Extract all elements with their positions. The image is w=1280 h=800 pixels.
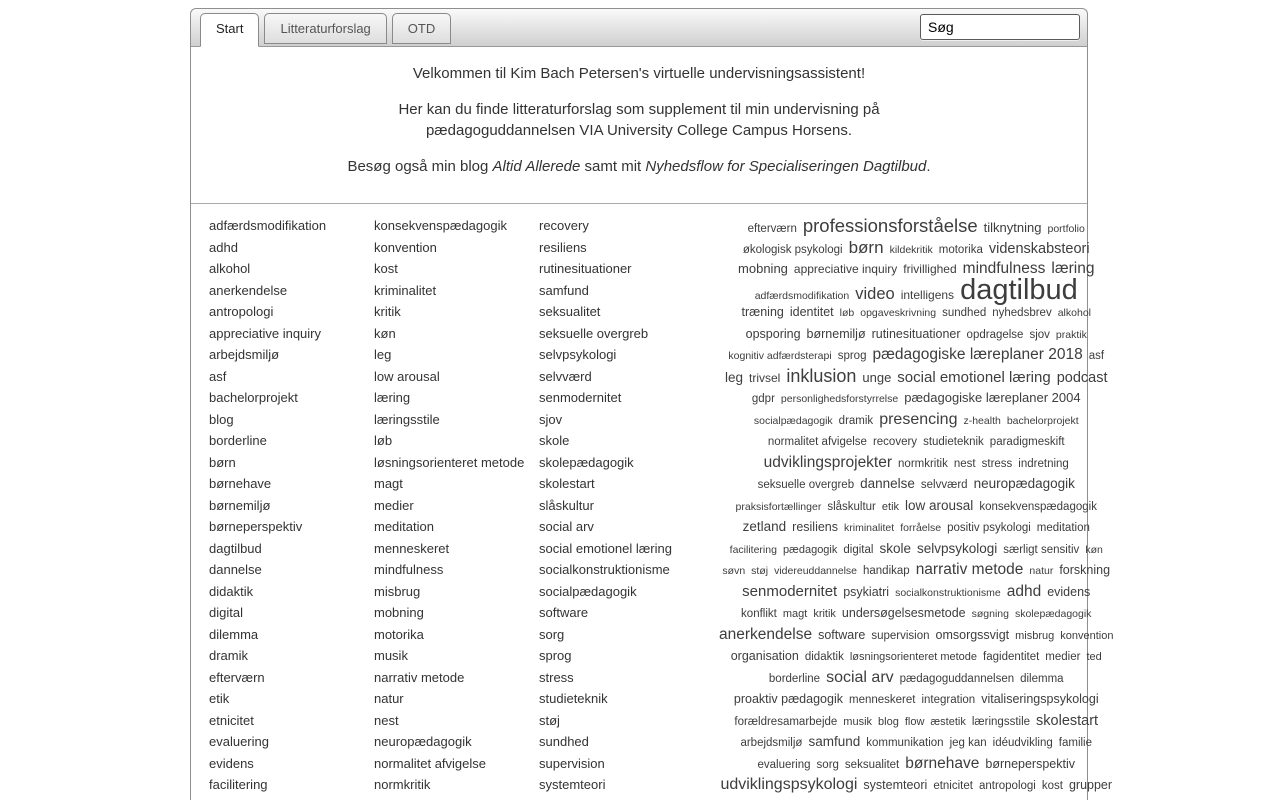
topic-link[interactable]: socialpædagogik bbox=[539, 583, 637, 599]
tag-blog[interactable]: blog bbox=[878, 715, 899, 728]
tag-æstetik[interactable]: æstetik bbox=[930, 715, 966, 728]
tag-unge[interactable]: unge bbox=[862, 369, 892, 385]
tag-pædagoguddannelsen[interactable]: pædagoguddannelsen bbox=[899, 672, 1015, 685]
topic-link[interactable]: supervision bbox=[539, 755, 605, 771]
tag-opgaveskrivning[interactable]: opgaveskrivning bbox=[860, 307, 937, 319]
topic-link[interactable]: mobning bbox=[374, 605, 424, 620]
tag-støj[interactable]: støj bbox=[751, 565, 769, 577]
tag-skolepædagogik[interactable]: skolepædagogik bbox=[1014, 608, 1092, 620]
tag-særligt-sensitiv[interactable]: særligt sensitiv bbox=[1003, 543, 1080, 556]
tag-cloud-row bbox=[716, 473, 1116, 495]
tag-sundhed[interactable]: sundhed bbox=[942, 307, 987, 319]
topic-link[interactable]: samfund bbox=[539, 282, 589, 298]
topic-link[interactable]: anerkendelse bbox=[209, 282, 288, 298]
tag-intelligens[interactable]: intelligens bbox=[900, 287, 955, 302]
topic-link[interactable]: seksualitet bbox=[539, 304, 601, 319]
tab[interactable]: Litteraturforslag bbox=[264, 13, 386, 44]
topic-link[interactable]: skolepædagogik bbox=[539, 454, 634, 470]
tag-frivillighed[interactable]: frivillighed bbox=[903, 262, 957, 276]
tag-anerkendelse[interactable]: anerkendelse bbox=[719, 625, 813, 643]
tag-dilemma[interactable]: dilemma bbox=[1020, 672, 1064, 685]
tag-handikap[interactable]: handikap bbox=[863, 565, 910, 577]
tag-dannelse[interactable]: dannelse bbox=[860, 476, 915, 491]
tag-cloud-row bbox=[716, 237, 1116, 259]
tag-adfærdsmodifikation[interactable]: adfærdsmodifikation bbox=[754, 289, 850, 302]
topic-link[interactable]: dannelse bbox=[209, 562, 262, 577]
topic-link[interactable]: low arousal bbox=[374, 368, 440, 384]
tag-video[interactable]: video bbox=[855, 284, 895, 303]
tag-skolestart[interactable]: skolestart bbox=[1036, 712, 1099, 729]
tag-leg[interactable]: leg bbox=[724, 369, 743, 385]
tag-asf[interactable]: asf bbox=[1088, 350, 1105, 362]
tab-bar bbox=[191, 9, 1087, 47]
topic-link[interactable]: kost bbox=[374, 261, 398, 276]
tag-konsekvenspædagogik[interactable]: konsekvenspædagogik bbox=[979, 500, 1097, 513]
topic-link[interactable]: evaluering bbox=[209, 734, 269, 749]
tag-personlighedsforstyrrelse[interactable]: personlighedsforstyrrelse bbox=[780, 393, 899, 405]
tag-identitet[interactable]: identitet bbox=[789, 305, 834, 319]
tag-cloud-row bbox=[716, 710, 1116, 732]
topic-link[interactable]: konsekvenspædagogik bbox=[374, 218, 507, 233]
blog-suffix-text: . bbox=[926, 158, 931, 175]
topic-link[interactable]: selvpsykologi bbox=[539, 347, 617, 362]
tag-dagtilbud[interactable]: dagtilbud bbox=[960, 273, 1078, 306]
topic-link[interactable]: sorg bbox=[539, 626, 565, 642]
welcome-section bbox=[191, 47, 1087, 177]
tag-selvværd[interactable]: selvværd bbox=[920, 479, 968, 491]
tag-løb[interactable]: løb bbox=[839, 307, 855, 319]
topic-link[interactable]: løsningsorienteret metode bbox=[374, 454, 525, 470]
topic-link[interactable]: socialkonstruktionisme bbox=[539, 562, 670, 577]
tag-socialkonstruktionisme[interactable]: socialkonstruktionisme bbox=[895, 586, 1001, 599]
tag-selvpsykologi[interactable]: selvpsykologi bbox=[916, 540, 998, 556]
topic-column-2 bbox=[374, 215, 539, 796]
topic-link[interactable]: stress bbox=[539, 669, 574, 685]
tag-mindfulness[interactable]: mindfulness bbox=[962, 260, 1046, 277]
tag-podcast[interactable]: podcast bbox=[1056, 369, 1108, 386]
tag-nest[interactable]: nest bbox=[953, 457, 976, 470]
tag-paradigmeskift[interactable]: paradigmeskift bbox=[989, 436, 1065, 448]
topic-link[interactable]: evidens bbox=[209, 755, 254, 771]
tag-cloud-row bbox=[716, 273, 1116, 306]
topic-link[interactable]: slåskultur bbox=[539, 497, 594, 513]
topic-link[interactable]: sjov bbox=[539, 411, 563, 427]
tag-kildekritik[interactable]: kildekritik bbox=[889, 243, 933, 256]
tag-cloud-row bbox=[716, 387, 1116, 409]
tag-flow[interactable]: flow bbox=[904, 715, 925, 728]
topic-link[interactable]: kritik bbox=[374, 304, 401, 319]
tag-normalitet-afvigelse[interactable]: normalitet afvigelse bbox=[767, 436, 867, 448]
tag-sprog[interactable]: sprog bbox=[837, 350, 867, 362]
tag-cloud-row bbox=[716, 688, 1116, 710]
tag-organisation[interactable]: organisation bbox=[730, 649, 799, 663]
topic-link[interactable]: selvværd bbox=[539, 368, 592, 384]
tag-cloud-row bbox=[716, 452, 1116, 474]
tag-narrativ-metode[interactable]: narrativ metode bbox=[915, 561, 1024, 578]
topic-link[interactable]: skole bbox=[539, 433, 570, 448]
tag-motorika[interactable]: motorika bbox=[938, 243, 983, 256]
tag-stress[interactable]: stress bbox=[981, 457, 1013, 470]
tag-cloud-row bbox=[716, 602, 1116, 624]
tag-cloud-row bbox=[716, 645, 1116, 667]
tab[interactable]: Start bbox=[200, 13, 259, 47]
tag-seksuelle-overgreb[interactable]: seksuelle overgreb bbox=[757, 479, 855, 491]
tag-social-emotionel-læring[interactable]: social emotionel læring bbox=[897, 368, 1051, 386]
tag-børnehave[interactable]: børnehave bbox=[905, 754, 980, 772]
search-container bbox=[920, 14, 1080, 40]
tag-zetland[interactable]: zetland bbox=[742, 519, 787, 534]
topic-link[interactable]: studieteknik bbox=[539, 691, 608, 706]
tag-socialpædagogik[interactable]: socialpædagogik bbox=[753, 414, 833, 427]
tag-gdpr[interactable]: gdpr bbox=[751, 393, 775, 405]
tag-udviklingspsykologi[interactable]: udviklingspsykologi bbox=[720, 776, 858, 793]
topic-link[interactable]: didaktik bbox=[209, 583, 254, 599]
blog-middle-text: samt mit bbox=[580, 158, 646, 175]
tag-søvn[interactable]: søvn bbox=[722, 565, 746, 577]
tag-musik[interactable]: musik bbox=[843, 715, 873, 728]
tag-opsporing[interactable]: opsporing bbox=[745, 326, 801, 341]
tag-natur[interactable]: natur bbox=[1029, 565, 1054, 577]
tag-appreciative-inquiry[interactable]: appreciative inquiry bbox=[793, 262, 898, 276]
topic-link[interactable]: neuropædagogik bbox=[374, 734, 472, 749]
topic-link[interactable]: asf bbox=[209, 368, 227, 384]
tag-økologisk-psykologi[interactable]: økologisk psykologi bbox=[742, 243, 843, 256]
tag-portfolio[interactable]: portfolio bbox=[1047, 223, 1085, 235]
tag-rutinesituationer[interactable]: rutinesituationer bbox=[871, 326, 961, 341]
tag-børneperspektiv[interactable]: børneperspektiv bbox=[985, 756, 1075, 771]
topic-link[interactable]: børn bbox=[209, 454, 236, 470]
tag-dramik[interactable]: dramik bbox=[838, 414, 874, 427]
topic-link[interactable]: køn bbox=[374, 325, 396, 341]
tag-didaktik[interactable]: didaktik bbox=[804, 651, 844, 663]
tag-psykiatri[interactable]: psykiatri bbox=[843, 584, 890, 599]
tag-ted[interactable]: ted bbox=[1086, 651, 1102, 663]
topic-link[interactable]: social arv bbox=[539, 519, 594, 534]
topic-link[interactable]: narrativ metode bbox=[374, 669, 465, 685]
tag-indretning[interactable]: indretning bbox=[1018, 457, 1069, 470]
tag-forskning[interactable]: forskning bbox=[1059, 563, 1111, 577]
tag-z-health[interactable]: z-health bbox=[963, 414, 1001, 427]
tag-cloud-row bbox=[716, 559, 1116, 581]
tag-cloud-row bbox=[716, 495, 1116, 517]
tag-meditation[interactable]: meditation bbox=[1036, 522, 1090, 534]
topic-link[interactable]: leg bbox=[374, 347, 392, 362]
topic-link[interactable]: sundhed bbox=[539, 734, 589, 749]
welcome-heading: Velkommen til Kim Bach Petersen's virtuelle undervisningsassistent! bbox=[412, 65, 866, 82]
tag-undersøgelsesmetode[interactable]: undersøgelsesmetode bbox=[841, 606, 966, 620]
tag-sorg[interactable]: sorg bbox=[816, 758, 839, 771]
tag-forældresamarbejde[interactable]: forældresamarbejde bbox=[734, 715, 838, 728]
tag-samfund[interactable]: samfund bbox=[808, 734, 861, 749]
tag-pædagogiske-læreplaner-2018[interactable]: pædagogiske læreplaner 2018 bbox=[872, 346, 1083, 363]
topic-column-1 bbox=[209, 215, 374, 796]
tag-køn[interactable]: køn bbox=[1085, 543, 1103, 556]
tag-fagidentitet[interactable]: fagidentitet bbox=[983, 651, 1040, 663]
topic-link[interactable]: menneskeret bbox=[374, 540, 450, 556]
tab[interactable]: OTD bbox=[392, 13, 451, 44]
topic-link[interactable]: meditation bbox=[374, 519, 434, 534]
tag-omsorgssvigt[interactable]: omsorgssvigt bbox=[935, 627, 1010, 642]
tag-videnskabsteori[interactable]: videnskabsteori bbox=[988, 240, 1090, 257]
tag-cloud-row bbox=[716, 430, 1116, 452]
topic-link[interactable]: senmodernitet bbox=[539, 390, 622, 405]
topic-link[interactable]: musik bbox=[374, 648, 408, 663]
tag-seksualitet[interactable]: seksualitet bbox=[844, 758, 900, 771]
tag-cloud-row bbox=[716, 667, 1116, 689]
topic-link[interactable]: mindfulness bbox=[374, 562, 444, 577]
topic-link[interactable]: støj bbox=[539, 712, 560, 728]
topic-link[interactable]: natur bbox=[374, 691, 404, 706]
tag-kognitiv-adfærdsterapi[interactable]: kognitiv adfærdsterapi bbox=[728, 350, 832, 362]
tag-skole[interactable]: skole bbox=[879, 540, 911, 556]
topic-link[interactable]: social emotionel læring bbox=[539, 540, 672, 556]
tag-arbejdsmiljø[interactable]: arbejdsmiljø bbox=[740, 737, 803, 749]
tag-software[interactable]: software bbox=[818, 627, 866, 642]
topic-link[interactable]: etik bbox=[209, 691, 230, 706]
topic-link[interactable]: dramik bbox=[209, 648, 249, 663]
topic-link[interactable]: børneperspektiv bbox=[209, 519, 303, 534]
tag-praktik[interactable]: praktik bbox=[1055, 328, 1087, 341]
topic-link[interactable]: digital bbox=[209, 605, 243, 620]
topic-link[interactable]: borderline bbox=[209, 433, 267, 448]
tag-inklusion[interactable]: inklusion bbox=[786, 365, 857, 386]
topic-link[interactable]: sprog bbox=[539, 648, 572, 663]
tag-alkohol[interactable]: alkohol bbox=[1057, 307, 1091, 319]
tag-konvention[interactable]: konvention bbox=[1060, 629, 1114, 642]
tag-forråelse[interactable]: forråelse bbox=[900, 522, 942, 534]
tag-resiliens[interactable]: resiliens bbox=[792, 520, 839, 534]
app-window bbox=[190, 8, 1114, 800]
tag-evidens[interactable]: evidens bbox=[1047, 584, 1091, 599]
tag-borderline[interactable]: borderline bbox=[768, 672, 821, 685]
topic-link[interactable]: facilitering bbox=[209, 777, 268, 792]
tag-integration[interactable]: integration bbox=[921, 694, 976, 706]
topic-link[interactable]: adhd bbox=[209, 239, 238, 255]
topic-link[interactable]: normkritik bbox=[374, 777, 431, 792]
tag-videreuddannelse[interactable]: videreuddannelse bbox=[774, 565, 857, 577]
tag-social-arv[interactable]: social arv bbox=[826, 668, 894, 686]
topic-link[interactable]: efterværn bbox=[209, 669, 265, 685]
tag-cloud-row bbox=[716, 409, 1116, 431]
tag-jeg-kan[interactable]: jeg kan bbox=[949, 737, 987, 749]
tag-nyhedsbrev[interactable]: nyhedsbrev bbox=[992, 307, 1052, 319]
tag-bachelorprojekt[interactable]: bachelorprojekt bbox=[1006, 414, 1079, 427]
blog-link[interactable]: Altid Allerede bbox=[492, 158, 581, 175]
tag-digital[interactable]: digital bbox=[843, 543, 874, 556]
tag-kritik[interactable]: kritik bbox=[813, 608, 836, 620]
tag-efterværn[interactable]: efterværn bbox=[747, 223, 797, 235]
tag-børnemiljø[interactable]: børnemiljø bbox=[806, 326, 866, 341]
tag-cloud-row bbox=[716, 516, 1116, 538]
topic-link[interactable]: skolestart bbox=[539, 476, 595, 491]
tag-mobning[interactable]: mobning bbox=[738, 261, 788, 276]
topic-link[interactable]: adfærdsmodifikation bbox=[209, 218, 327, 233]
tag-kommunikation[interactable]: kommunikation bbox=[866, 737, 944, 749]
tag-cloud-row bbox=[716, 774, 1116, 796]
tag-cloud-row bbox=[716, 731, 1116, 753]
tag-praksisfortællinger[interactable]: praksisfortællinger bbox=[735, 500, 822, 513]
topic-link[interactable]: medier bbox=[374, 497, 414, 513]
main-content bbox=[191, 204, 1114, 796]
tag-børn[interactable]: børn bbox=[848, 237, 884, 257]
tag-cloud-row bbox=[716, 624, 1116, 646]
tag-kost[interactable]: kost bbox=[1041, 780, 1063, 792]
tag-vitaliseringspsykologi[interactable]: vitaliseringspsykologi bbox=[981, 692, 1099, 706]
tag-supervision[interactable]: supervision bbox=[871, 629, 930, 642]
topic-link[interactable]: arbejdsmiljø bbox=[209, 347, 280, 362]
tag-cloud-row bbox=[716, 366, 1116, 388]
topic-link[interactable]: recovery bbox=[539, 218, 589, 233]
tag-slåskultur[interactable]: slåskultur bbox=[827, 500, 876, 513]
topic-link[interactable]: bachelorprojekt bbox=[209, 390, 298, 405]
tag-studieteknik[interactable]: studieteknik bbox=[923, 436, 984, 448]
topic-link[interactable]: antropologi bbox=[209, 304, 274, 319]
tag-cloud-row bbox=[716, 538, 1116, 560]
tag-proaktiv-pædagogik[interactable]: proaktiv pædagogik bbox=[733, 692, 843, 706]
tag-positiv-psykologi[interactable]: positiv psykologi bbox=[947, 522, 1031, 534]
welcome-links-line bbox=[191, 156, 1087, 177]
topic-link[interactable]: børnehave bbox=[209, 476, 272, 491]
topic-link[interactable]: dilemma bbox=[209, 626, 259, 642]
tag-neuropædagogik[interactable]: neuropædagogik bbox=[973, 476, 1075, 491]
topic-link[interactable]: dagtilbud bbox=[209, 540, 262, 556]
tag-cloud-row bbox=[716, 753, 1116, 775]
tag-cloud-row bbox=[716, 344, 1116, 366]
tag-cloud bbox=[704, 215, 1116, 796]
tag-adhd[interactable]: adhd bbox=[1006, 582, 1042, 600]
topic-link[interactable]: magt bbox=[374, 476, 403, 491]
tag-cloud-row bbox=[716, 323, 1116, 345]
tag-opdragelse[interactable]: opdragelse bbox=[966, 328, 1024, 341]
topic-link[interactable]: alkohol bbox=[209, 261, 251, 276]
tag-familie[interactable]: familie bbox=[1058, 737, 1093, 749]
topic-link[interactable]: børnemiljø bbox=[209, 497, 271, 513]
topic-link[interactable]: software bbox=[539, 605, 589, 620]
tag-professionsforståelse[interactable]: professionsforståelse bbox=[802, 215, 978, 236]
topic-link[interactable]: nest bbox=[374, 712, 399, 728]
topic-link[interactable]: løb bbox=[374, 433, 393, 448]
tag-udviklingsprojekter[interactable]: udviklingsprojekter bbox=[763, 453, 893, 471]
tag-konflikt[interactable]: konflikt bbox=[741, 608, 777, 620]
topic-link[interactable]: misbrug bbox=[374, 583, 421, 599]
tag-idéudvikling[interactable]: idéudvikling bbox=[992, 737, 1053, 749]
topic-link[interactable]: blog bbox=[209, 411, 234, 427]
tag-recovery[interactable]: recovery bbox=[872, 436, 918, 448]
tag-normkritik[interactable]: normkritik bbox=[898, 457, 948, 470]
topic-link[interactable]: normalitet afvigelse bbox=[374, 755, 486, 771]
tag-cloud-row bbox=[716, 215, 1116, 237]
topic-column-3 bbox=[539, 215, 704, 796]
tag-etik[interactable]: etik bbox=[881, 500, 900, 513]
tag-pædagogiske-læreplaner-2004[interactable]: pædagogiske læreplaner 2004 bbox=[904, 390, 1081, 405]
tag-facilitering[interactable]: facilitering bbox=[729, 543, 777, 556]
topic-link[interactable]: konvention bbox=[374, 239, 437, 255]
tag-cloud-row bbox=[716, 301, 1116, 323]
topic-link[interactable]: kriminalitet bbox=[374, 282, 437, 298]
tag-trivsel[interactable]: trivsel bbox=[748, 370, 781, 385]
topic-link[interactable]: motorika bbox=[374, 626, 424, 642]
newsflow-link[interactable]: Nyhedsflow for Specialiseringen Dagtilbud bbox=[645, 158, 927, 175]
topic-link[interactable]: etnicitet bbox=[209, 712, 254, 728]
tag-grupper[interactable]: grupper bbox=[1068, 778, 1113, 792]
tag-tilknytning[interactable]: tilknytning bbox=[983, 220, 1042, 235]
tab-list bbox=[200, 13, 451, 47]
tag-søgning[interactable]: søgning bbox=[971, 608, 1009, 620]
tag-medier[interactable]: medier bbox=[1045, 651, 1081, 663]
tag-træning[interactable]: træning bbox=[741, 305, 784, 319]
topic-link[interactable]: læring bbox=[374, 390, 411, 405]
tag-presencing[interactable]: presencing bbox=[879, 410, 958, 428]
welcome-description: Her kan du finde litteraturforslag som supplement til min undervisning på pædagoguddannelsen VIA University College Campus Horsens. bbox=[398, 101, 880, 139]
topic-link[interactable]: resiliens bbox=[539, 239, 587, 255]
blog-intro-text: Besøg også min blog bbox=[347, 158, 493, 175]
tag-menneskeret[interactable]: menneskeret bbox=[848, 694, 916, 706]
tag-etnicitet[interactable]: etnicitet bbox=[933, 780, 973, 792]
topic-link[interactable]: læringsstile bbox=[374, 411, 440, 427]
tag-senmodernitet[interactable]: senmodernitet bbox=[742, 582, 838, 600]
tag-evaluering[interactable]: evaluering bbox=[757, 758, 811, 771]
tag-løsningsorienteret-metode[interactable]: løsningsorienteret metode bbox=[849, 651, 978, 663]
search-input[interactable] bbox=[920, 14, 1080, 40]
tag-pædagogik[interactable]: pædagogik bbox=[782, 543, 838, 556]
tag-cloud-row bbox=[716, 581, 1116, 603]
tag-systemteori[interactable]: systemteori bbox=[863, 778, 928, 792]
tag-antropologi[interactable]: antropologi bbox=[978, 780, 1036, 792]
tag-læringsstile[interactable]: læringsstile bbox=[971, 715, 1031, 728]
tag-misbrug[interactable]: misbrug bbox=[1015, 629, 1055, 642]
topic-link[interactable]: seksuelle overgreb bbox=[539, 325, 649, 341]
tag-læring[interactable]: læring bbox=[1051, 260, 1095, 277]
topic-link[interactable]: appreciative inquiry bbox=[209, 325, 322, 341]
topic-link[interactable]: rutinesituationer bbox=[539, 261, 632, 276]
tag-low-arousal[interactable]: low arousal bbox=[905, 497, 974, 513]
tag-sjov[interactable]: sjov bbox=[1029, 328, 1050, 341]
tag-magt[interactable]: magt bbox=[782, 608, 808, 620]
tag-kriminalitet[interactable]: kriminalitet bbox=[844, 522, 895, 534]
topic-link[interactable]: systemteori bbox=[539, 777, 606, 792]
